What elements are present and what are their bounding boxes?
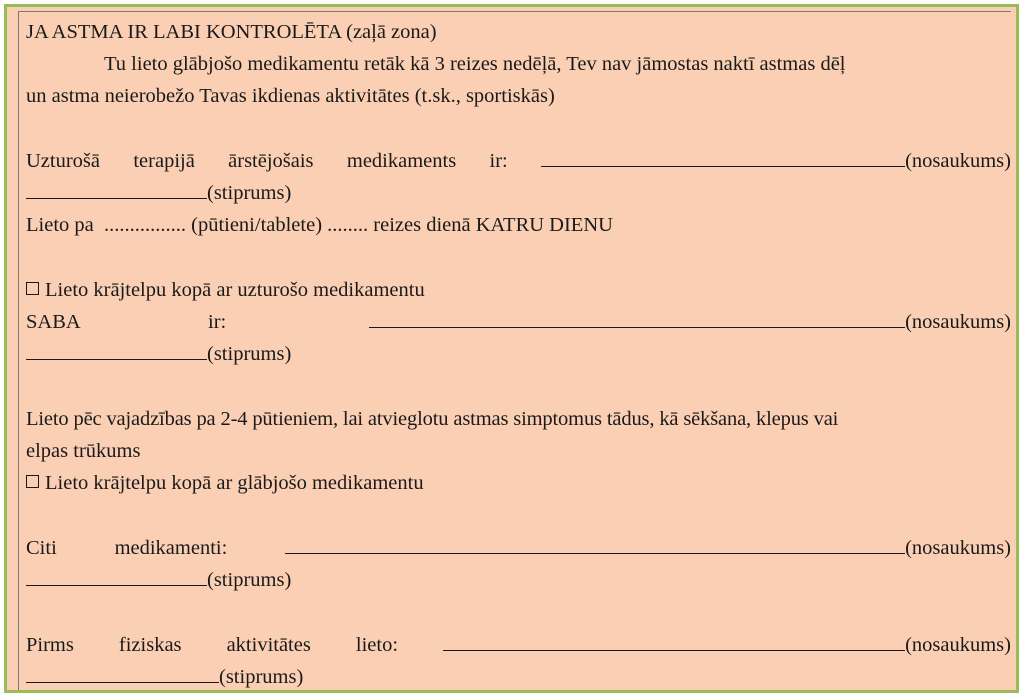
other-name-field[interactable]: [285, 535, 905, 554]
maintenance-spacer-checkbox[interactable]: [26, 282, 39, 295]
maintenance-word: ārstējošais: [228, 150, 314, 172]
pre-activity-word: fiziskas: [118, 634, 182, 656]
name-label: (nosaukums): [905, 150, 1011, 172]
maintenance-strength-field[interactable]: [26, 180, 207, 199]
saba-name-field[interactable]: [369, 309, 905, 328]
saba-strength-row: [26, 341, 1011, 367]
green-zone-panel: [4, 4, 1019, 693]
checkbox-label: Lieto krājtelpu kopā ar uzturošo medikamentu: [45, 279, 425, 301]
usage-line-1: Lieto pēc vajadzības pa 2-4 pūtieniem, lai atvieglotu astmas simptomus tādus, kā sēkšana, klepus vai: [26, 408, 839, 430]
maintenance-row: [26, 148, 1011, 174]
maintenance-name-field[interactable]: [541, 148, 905, 167]
rescue-spacer-checkbox[interactable]: [26, 475, 39, 488]
name-label: (nosaukums): [905, 311, 1011, 333]
other-word: medikamenti:: [114, 537, 228, 559]
maintenance-spacer-row: [26, 277, 1011, 303]
saba-row: [26, 309, 1011, 335]
pre-activity-strength-field[interactable]: [26, 664, 219, 683]
maintenance-strength-row: [26, 180, 1011, 206]
maintenance-word: Uzturošā: [26, 150, 101, 172]
other-meds-row: [26, 535, 1011, 561]
pre-activity-name-field[interactable]: [443, 632, 905, 651]
checkbox-label: Lieto krājtelpu kopā ar glābjošo medikamentu: [45, 472, 424, 494]
other-strength-field[interactable]: [26, 567, 207, 586]
name-label: (nosaukums): [905, 634, 1011, 656]
strength-label: (stiprums): [207, 569, 292, 591]
intro-line-2: un astma neierobežo Tavas ikdienas aktivitātes (t.sk., sportiskās): [26, 85, 555, 107]
zone-title: JA ASTMA IR LABI KONTROLĒTA (zaļā zona): [26, 21, 437, 43]
pre-activity-word: aktivitātes: [226, 634, 311, 656]
saba-is: ir:: [208, 311, 227, 333]
other-word: Citi: [26, 537, 57, 559]
rescue-spacer-row: [26, 470, 1011, 496]
usage-line-2: elpas trūkums: [26, 440, 141, 462]
form-area: [18, 11, 1011, 690]
pre-activity-row: [26, 632, 1011, 658]
strength-label: (stiprums): [207, 343, 292, 365]
maintenance-word: terapijā: [133, 150, 195, 172]
maintenance-dose-line: Lieto pa ................ (pūtieni/tablete) ........ reizes dienā KATRU DIENU: [26, 214, 613, 236]
name-label: (nosaukums): [905, 537, 1011, 559]
other-strength-row: [26, 567, 1011, 593]
pre-activity-strength-row: [26, 664, 1011, 690]
saba-strength-field[interactable]: [26, 341, 207, 360]
maintenance-word: ir:: [489, 150, 508, 172]
intro-line-1: Tu lieto glābjošo medikamentu retāk kā 3 reizes nedēļā, Tev nav jāmostas naktī astmas dēļ: [104, 53, 846, 75]
saba-label: SABA: [26, 311, 81, 333]
pre-activity-word: lieto:: [355, 634, 399, 656]
maintenance-word: medikaments: [346, 150, 457, 172]
pre-activity-word: Pirms: [26, 634, 74, 656]
strength-label: (stiprums): [219, 666, 304, 688]
strength-label: (stiprums): [207, 182, 292, 204]
